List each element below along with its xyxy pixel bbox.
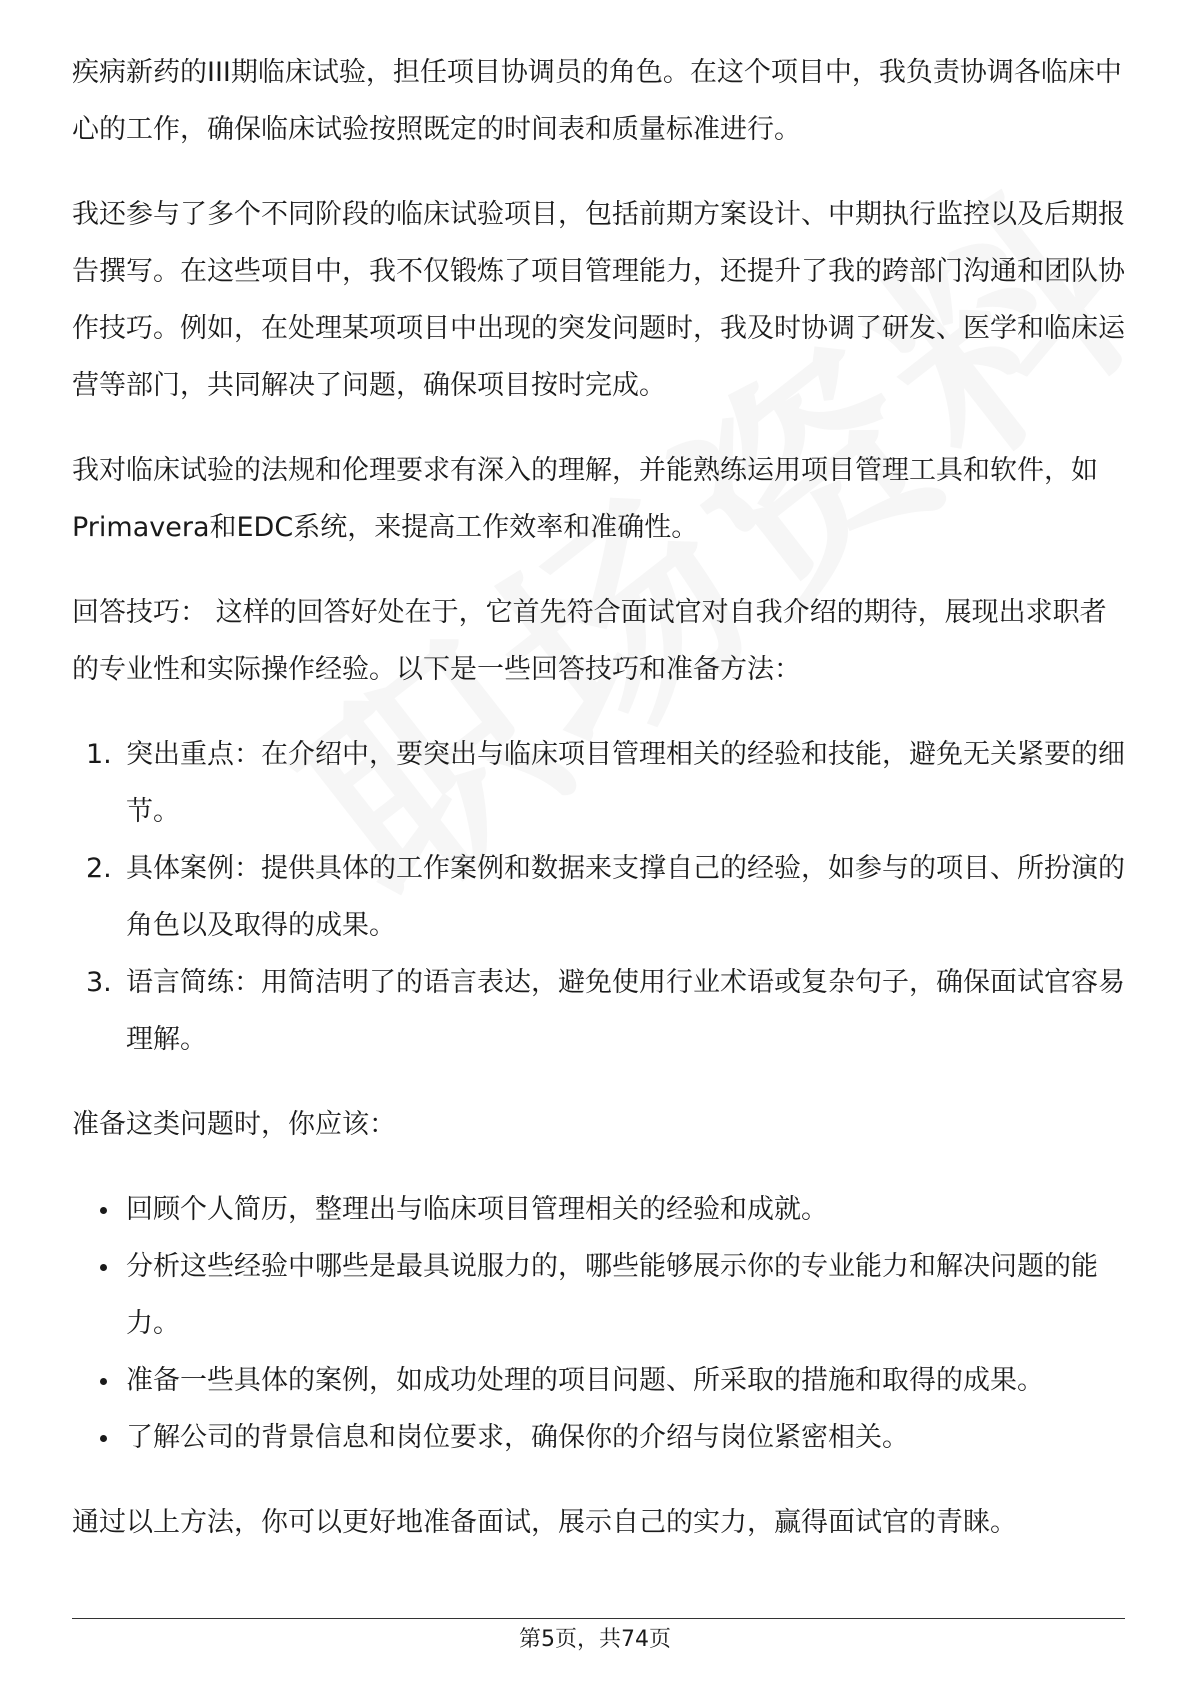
list-item-text: 回顾个人简历，整理出与临床项目管理相关的经验和成就。 <box>126 1194 828 1225</box>
list-item <box>72 726 1132 840</box>
paragraph-trial-coordinator: 疾病新药的III期临床试验，担任项目协调员的角色。在这个项目中，我负责协调各临床中心的工作，确保临床试验按照既定的时间表和质量标准进行。 <box>72 57 1122 145</box>
paragraph-answer-tips: 回答技巧： 这样的回答好处在于，它首先符合面试官对自我介绍的期待，展现出求职者的专业性和实际操作经验。以下是一些回答技巧和准备方法： <box>72 597 1107 685</box>
list-number: 2. <box>86 853 112 884</box>
list-item <box>72 1409 1132 1466</box>
list-item-text: 准备一些具体的案例，如成功处理的项目问题、所采取的措施和取得的成果。 <box>126 1365 1044 1396</box>
list-item <box>72 840 1132 954</box>
list-item <box>72 1352 1132 1409</box>
paragraph-regulations-tools: 我对临床试验的法规和伦理要求有深入的理解，并能熟练运用项目管理工具和软件，如Primavera和EDC系统，来提高工作效率和准确性。 <box>72 455 1098 543</box>
list-item-text: 突出重点：在介绍中，要突出与临床项目管理相关的经验和技能，避免无关紧要的细节。 <box>126 739 1125 827</box>
list-item <box>72 1238 1132 1352</box>
page-content <box>72 44 1132 1579</box>
bullet-dot-icon <box>100 1207 107 1214</box>
list-number: 3. <box>86 967 112 998</box>
list-item-text: 语言简练：用简洁明了的语言表达，避免使用行业术语或复杂句子，确保面试官容易理解。 <box>126 967 1125 1055</box>
list-item-text: 具体案例：提供具体的工作案例和数据来支撑自己的经验，如参与的项目、所扮演的角色以及取得的成果。 <box>126 853 1125 941</box>
list-item <box>72 1181 1132 1238</box>
bullet-dot-icon <box>100 1378 107 1385</box>
list-item-text: 了解公司的背景信息和岗位要求，确保你的介绍与岗位紧密相关。 <box>126 1422 909 1453</box>
list-item-text: 分析这些经验中哪些是最具说服力的，哪些能够展示你的专业能力和解决问题的能力。 <box>126 1251 1098 1339</box>
paragraph-project-experience: 我还参与了多个不同阶段的临床试验项目，包括前期方案设计、中期执行监控以及后期报告撰写。在这些项目中，我不仅锻炼了项目管理能力，还提升了我的跨部门沟通和团队协作技巧。例如，在处理某项项目中出现的突发问题时，我及时协调了研发、医学和临床运营等部门，共同解决了问题，确保项目按时完成。 <box>72 199 1125 401</box>
list-item <box>72 954 1132 1068</box>
bullet-dot-icon <box>100 1435 107 1442</box>
bullet-dot-icon <box>100 1264 107 1271</box>
tips-list <box>72 726 1132 1068</box>
page-number: 第5页，共74页 <box>519 1627 671 1652</box>
list-number: 1. <box>86 739 112 770</box>
paragraph-closing: 通过以上方法，你可以更好地准备面试，展示自己的实力，赢得面试官的青睐。 <box>72 1507 1017 1538</box>
prep-list <box>72 1181 1132 1466</box>
paragraph-prep-intro: 准备这类问题时，你应该： <box>72 1109 396 1140</box>
footer-divider <box>72 1618 1125 1619</box>
